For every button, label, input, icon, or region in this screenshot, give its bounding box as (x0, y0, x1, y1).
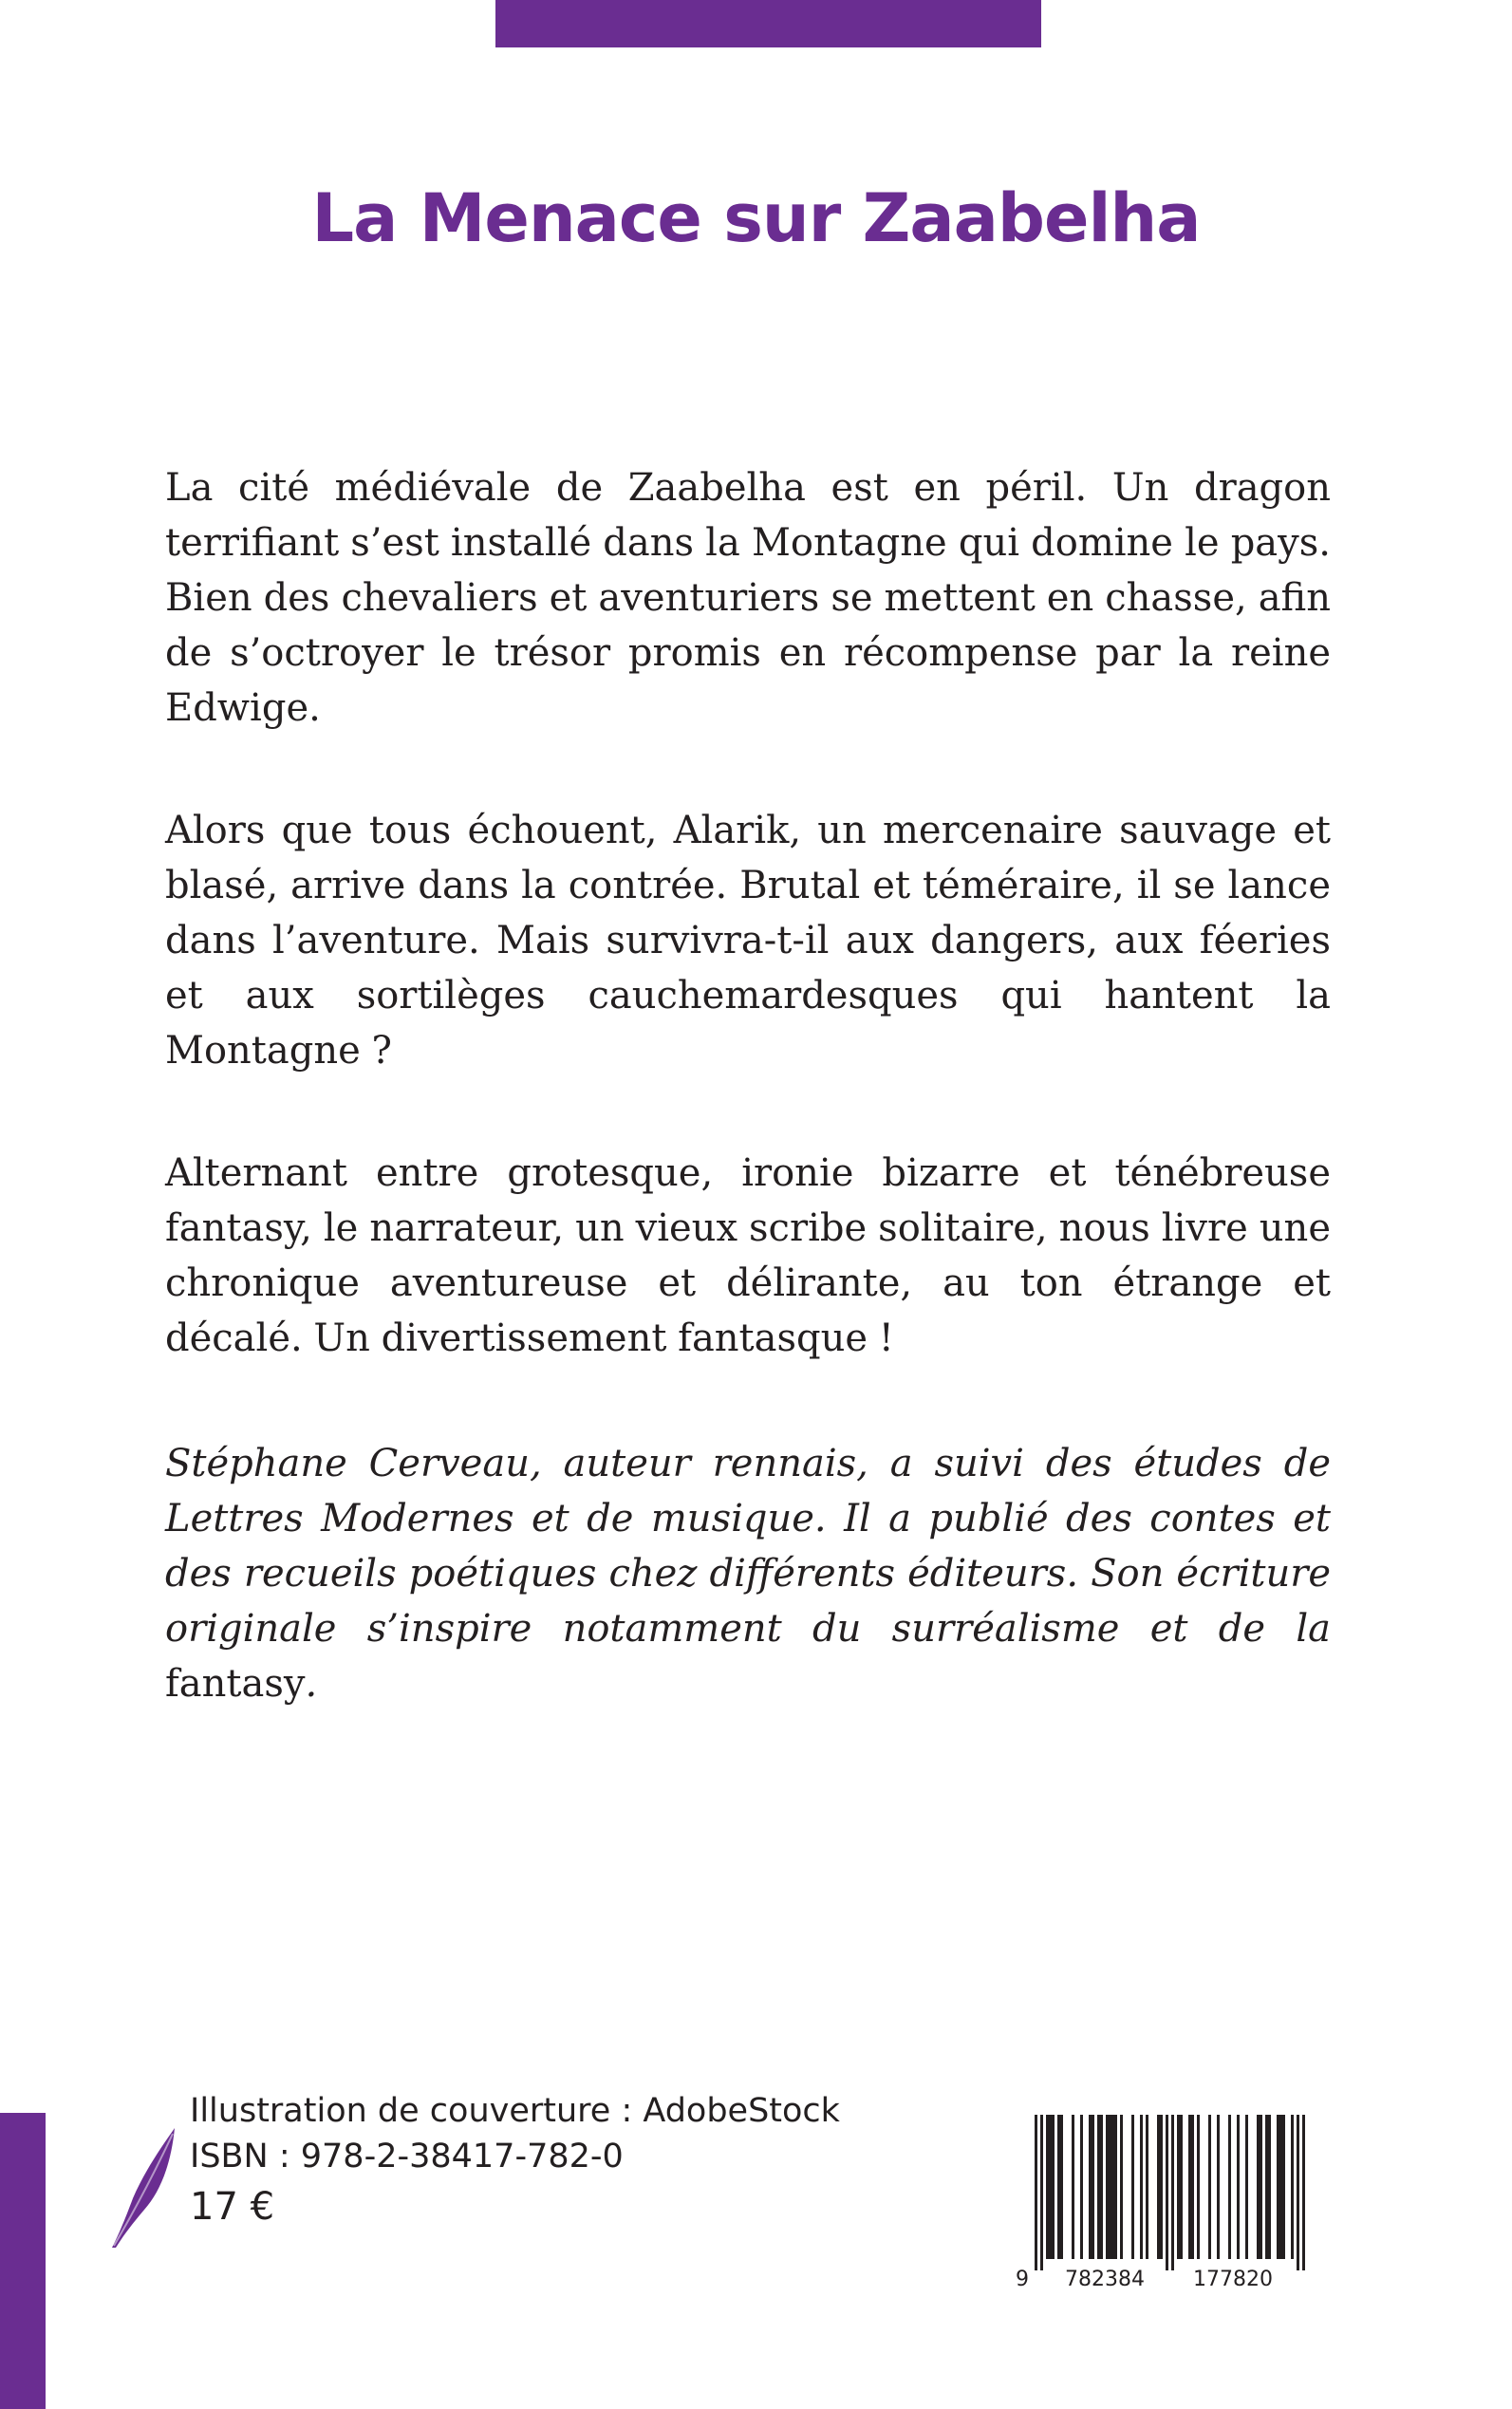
barcode-bar-29 (1197, 2115, 1200, 2259)
barcode-bar-9 (1089, 2115, 1092, 2259)
barcode-bar-22 (1160, 2115, 1163, 2259)
barcode-bar-33 (1237, 2115, 1240, 2259)
barcode-bar-8 (1080, 2115, 1083, 2259)
barcode-bar-11 (1097, 2115, 1100, 2259)
barcode-bar-41 (1282, 2115, 1285, 2259)
barcode-bar-19 (1140, 2115, 1143, 2259)
barcode-bar-10 (1092, 2115, 1094, 2259)
blurb-paragraph-2: Alors que tous échouent, Alarik, un mercenaire sauvage et blasé, arrive dans la contrée. Brutal et téméraire, il se lance dans l’aventure. Mais survivra-t-il aux dangers, aux féeries et aux sortilèges cauchemardesques qui hantent la Montagne ? (165, 809, 1331, 1073)
barcode-bar-28 (1191, 2115, 1194, 2259)
barcode-bar-40 (1279, 2115, 1282, 2259)
barcode-bar-12 (1100, 2115, 1103, 2259)
barcode-bar-4 (1052, 2115, 1055, 2259)
barcode-bar-34 (1245, 2115, 1248, 2259)
author-bio-text: Stéphane Cerveau, auteur rennais, a suivi des études de Lettres Modernes et de musique. Il a publié des contes et des recueils poétiques chez différents éditeurs. Son écriture originale s’inspire notamment du surréalisme et de la (165, 1442, 1331, 1651)
feather-icon (106, 2126, 180, 2250)
blurb-paragraph-1: La cité médiévale de Zaabelha est en péril. Un dragon terrifiant s’est installé dans la Montagne qui domine le pays. Bien des chevaliers et aventuriers se mettent en chasse, afin de s’octroyer le trésor promis en récompense par la reine Edwige. (165, 466, 1331, 730)
barcode-bar-0 (1035, 2115, 1037, 2270)
barcode-bar-13 (1106, 2115, 1109, 2259)
isbn-text: ISBN : 978-2-38417-782-0 (190, 2138, 624, 2176)
barcode-bar-1 (1040, 2115, 1043, 2270)
barcode-bar-6 (1060, 2115, 1063, 2259)
price: 17 € (190, 2185, 275, 2229)
barcode-bar-3 (1049, 2115, 1052, 2259)
barcode-bar-21 (1157, 2115, 1160, 2259)
barcode-bar-5 (1057, 2115, 1060, 2259)
author-bio-genre: fantasy (165, 1662, 306, 1706)
author-bio-end: . (305, 1662, 318, 1706)
barcode-bar-7 (1072, 2115, 1074, 2259)
side-accent-bar (0, 2113, 46, 2409)
barcode-bar-44 (1302, 2115, 1305, 2270)
author-bio (165, 1436, 1331, 1711)
barcode-lead-digit: 9 (1016, 2268, 1029, 2291)
barcode-bar-16 (1114, 2115, 1117, 2259)
barcode-bar-14 (1109, 2115, 1111, 2259)
barcode-right-group: 177820 (1193, 2268, 1273, 2291)
barcode-bar-37 (1265, 2115, 1268, 2259)
barcode-bar-2 (1046, 2115, 1049, 2259)
barcode-bar-31 (1217, 2115, 1220, 2259)
top-accent-bar (495, 0, 1041, 47)
ean13-barcode (1006, 2107, 1329, 2297)
barcode-bar-39 (1277, 2115, 1279, 2259)
barcode-bar-27 (1188, 2115, 1191, 2259)
barcode-bar-15 (1111, 2115, 1114, 2259)
barcode-bar-32 (1228, 2115, 1231, 2259)
barcode-bar-18 (1131, 2115, 1134, 2259)
barcode-bar-38 (1268, 2115, 1271, 2259)
barcode-bar-43 (1297, 2115, 1299, 2270)
book-title: La Menace sur Zaabelha (311, 179, 1201, 257)
illustration-credit: Illustration de couverture : AdobeStock (190, 2092, 840, 2130)
publisher-credits (190, 2088, 840, 2234)
barcode-bar-42 (1291, 2115, 1294, 2259)
barcode-bar-30 (1208, 2115, 1211, 2259)
barcode-bar-26 (1180, 2115, 1183, 2259)
barcode-bar-20 (1146, 2115, 1148, 2259)
barcode-bar-23 (1166, 2115, 1168, 2270)
blurb-paragraph-3: Alternant entre grotesque, ironie bizarre et ténébreuse fantasy, le narrateur, un vieux scribe solitaire, nous livre une chronique aventureuse et délirante, au ton étrange et décalé. Un divertissement fantasque ! (165, 1151, 1331, 1360)
barcode-bar-17 (1120, 2115, 1123, 2259)
barcode-bars (1035, 2115, 1305, 2270)
barcode-bar-24 (1171, 2115, 1174, 2270)
barcode-bar-36 (1260, 2115, 1262, 2259)
barcode-bar-35 (1257, 2115, 1260, 2259)
barcode-left-group: 782384 (1065, 2268, 1145, 2291)
barcode-bar-25 (1177, 2115, 1180, 2259)
back-cover-blurb (165, 460, 1331, 1433)
